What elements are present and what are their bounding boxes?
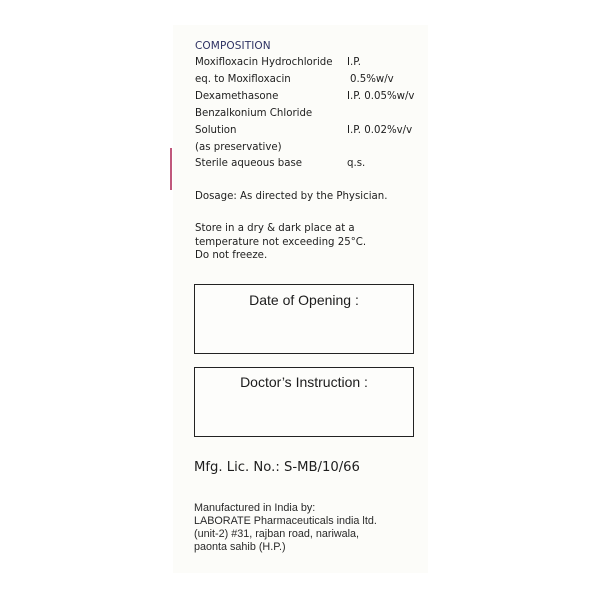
date-of-opening-label: Date of Opening :: [249, 292, 359, 308]
ingredient-name: (as preservative): [195, 142, 282, 153]
manufacturer-line: (unit-2) #31, rajban road, nariwala,: [194, 528, 360, 540]
composition-heading: COMPOSITION: [195, 40, 271, 52]
ingredient-name: Moxifloxacin Hydrochloride: [195, 57, 333, 68]
manufacturer-line: paonta sahib (H.P.): [194, 541, 286, 553]
ingredient-name: Sterile aqueous base: [195, 158, 303, 169]
storage-line: Do not freeze.: [195, 250, 268, 261]
dosage-text: Dosage: As directed by the Physician.: [195, 191, 388, 202]
storage-instructions: [195, 222, 366, 263]
composition-row: [195, 142, 425, 158]
ingredient-name: Dexamethasone: [195, 91, 279, 102]
mfg-license-number: Mfg. Lic. No.: S-MB/10/66: [194, 460, 360, 475]
manufacturer-info: [194, 502, 377, 554]
composition-row: [195, 108, 425, 124]
ingredient-value: I.P. 0.05%w/v: [347, 91, 415, 102]
storage-line: Store in a dry & dark place at a: [195, 223, 355, 234]
ingredient-name: eq. to Moxifloxacin: [195, 74, 291, 85]
ingredient-name: Solution: [195, 125, 237, 136]
ingredient-value: 0.5%w/v: [350, 74, 394, 85]
composition-row: [195, 91, 425, 107]
date-of-opening-box[interactable]: [194, 284, 414, 354]
ingredient-value: I.P.: [347, 57, 362, 68]
composition-row: [195, 74, 425, 90]
ingredient-name: Benzalkonium Chloride: [195, 108, 313, 119]
ingredient-value: q.s.: [347, 158, 366, 169]
manufacturer-line: Manufactured in India by:: [194, 502, 316, 514]
storage-line: temperature not exceeding 25°C.: [195, 236, 367, 248]
manufacturer-line: LABORATE Pharmaceuticals india ltd.: [194, 515, 377, 527]
doctors-instruction-box[interactable]: [194, 367, 414, 437]
composition-row: [195, 158, 425, 174]
composition-row: [195, 57, 425, 73]
pink-edge-marker: [170, 148, 172, 190]
doctors-instruction-label: Doctor’s Instruction :: [240, 374, 368, 390]
ingredient-value: I.P. 0.02%v/v: [347, 125, 413, 136]
composition-row: [195, 125, 425, 141]
